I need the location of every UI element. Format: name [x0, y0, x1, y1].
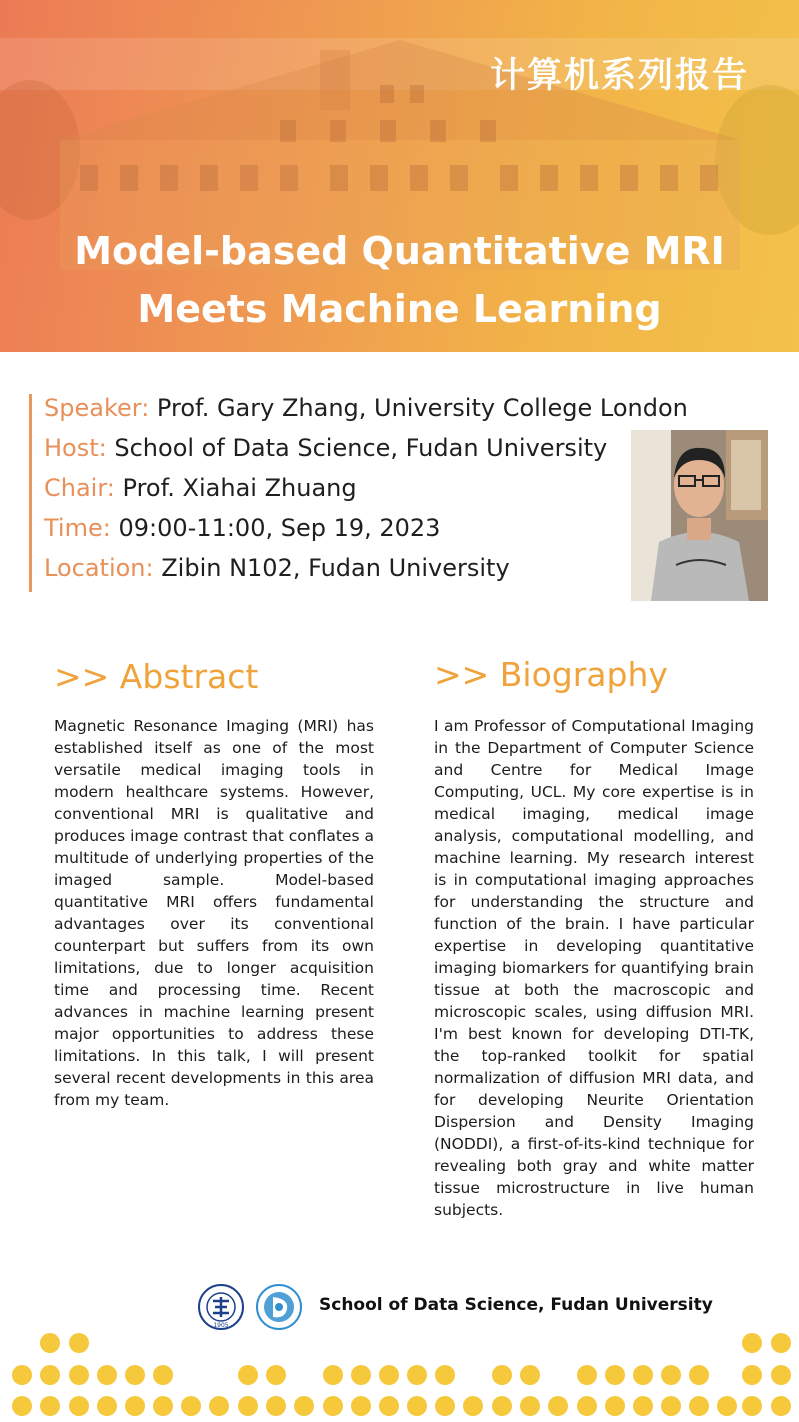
decorative-dot: [12, 1365, 32, 1385]
decorative-dots: [0, 1325, 799, 1422]
chair-label: Chair:: [44, 474, 115, 502]
location-label: Location:: [44, 554, 154, 582]
chair-row: [44, 474, 357, 502]
decorative-dot: [742, 1333, 762, 1353]
decorative-dot: [69, 1365, 89, 1385]
location-row: [44, 554, 510, 582]
decorative-dot: [689, 1365, 709, 1385]
decorative-dot: [661, 1396, 681, 1416]
time-row: [44, 514, 440, 542]
host-value: School of Data Science, Fudan University: [114, 434, 608, 462]
decorative-dot: [40, 1333, 60, 1353]
decorative-dot: [40, 1396, 60, 1416]
decorative-dot: [633, 1396, 653, 1416]
decorative-dot: [633, 1365, 653, 1385]
decorative-dot: [294, 1396, 314, 1416]
decorative-dot: [605, 1396, 625, 1416]
decorative-dot: [577, 1396, 597, 1416]
decorative-dot: [379, 1365, 399, 1385]
decorative-dot: [69, 1333, 89, 1353]
decorative-dot: [69, 1396, 89, 1416]
speaker-label: Speaker:: [44, 394, 150, 422]
decorative-dot: [323, 1365, 343, 1385]
decorative-dot: [520, 1396, 540, 1416]
footer-organization: School of Data Science, Fudan University: [319, 1295, 713, 1315]
time-value: 09:00-11:00, Sep 19, 2023: [118, 514, 441, 542]
decorative-dot: [742, 1396, 762, 1416]
decorative-dot: [577, 1365, 597, 1385]
talk-title-line-1: Model-based Quantitative MRI: [74, 229, 725, 273]
speaker-photo: [631, 430, 768, 601]
biography-heading: >> Biography: [434, 655, 668, 694]
decorative-dot: [661, 1365, 681, 1385]
decorative-dot: [238, 1365, 258, 1385]
fudan-logo-year: 1905: [213, 1322, 229, 1329]
decorative-dot: [97, 1365, 117, 1385]
decorative-dot: [407, 1365, 427, 1385]
decorative-dot: [379, 1396, 399, 1416]
abstract-heading: >> Abstract: [54, 657, 259, 696]
abstract-text: Magnetic Resonance Imaging (MRI) has established itself as one of the most versatile medical imaging tools in modern healthcare systems. However, conventional MRI is qualitative and produces image contrast that conflates a multitude of underlying properties of the imaged sample. Model-based quantitative MRI offers fundamental advantages over its conventional counterpart but suffers from its own limitations, due to longer acquisition time and processing time. Recent advances in machine learning present major opportunities to address these limitations. In this talk, I will present several recent developments in this area from my team.: [54, 717, 374, 1109]
series-title: 计算机系列报告: [489, 56, 749, 96]
speaker-portrait-illustration: [631, 430, 768, 601]
host-row: [44, 434, 607, 462]
data-science-school-logo: [257, 1285, 301, 1329]
talk-title-line-2: Meets Machine Learning: [137, 287, 662, 331]
hero-banner: [0, 0, 799, 352]
decorative-dot: [323, 1396, 343, 1416]
decorative-dot: [435, 1365, 455, 1385]
decorative-dot: [407, 1396, 427, 1416]
decorative-dot: [40, 1365, 60, 1385]
talk-info-block: [29, 394, 722, 592]
decorative-dot: [238, 1396, 258, 1416]
decorative-dot: [153, 1396, 173, 1416]
speaker-row: [44, 394, 688, 422]
decorative-dot: [153, 1365, 173, 1385]
decorative-dot: [605, 1365, 625, 1385]
decorative-dot: [771, 1365, 791, 1385]
decorative-dot: [492, 1396, 512, 1416]
decorative-dot: [97, 1396, 117, 1416]
decorative-dot: [689, 1396, 709, 1416]
decorative-dot: [125, 1365, 145, 1385]
decorative-dot: [351, 1365, 371, 1385]
decorative-dot: [463, 1396, 483, 1416]
biography-text: I am Professor of Computational Imaging in the Department of Computer Science and Centre for Medical Image Computing, UCL. My core expertise is in medical imaging, medical image analysis, computational modelling, and machine learning. My research interest is in computational imaging approaches for understanding the structure and function of the brain. I have particular expertise in developing quantitative imaging biomarkers for quantifying brain tissue at both the macroscopic and microscopic scales, using diffusion MRI. I'm best known for developing DTI-TK, the top-ranked toolkit for spatial normalization of diffusion MRI data, and for developing Neurite Orientation Dispersion and Density Imaging (NODDI), a first-of-its-kind technique for revealing both gray and white matter tissue microstructure in live human subjects.: [434, 717, 754, 1219]
decorative-dot: [771, 1396, 791, 1416]
decorative-dot: [548, 1396, 568, 1416]
decorative-dot: [492, 1365, 512, 1385]
decorative-dot: [520, 1365, 540, 1385]
decorative-dot: [351, 1396, 371, 1416]
decorative-dot: [266, 1396, 286, 1416]
decorative-dot: [209, 1396, 229, 1416]
fudan-university-logo: [199, 1285, 243, 1329]
time-label: Time:: [44, 514, 111, 542]
chair-value: Prof. Xiahai Zhuang: [122, 474, 357, 502]
decorative-dot: [771, 1333, 791, 1353]
decorative-dot: [435, 1396, 455, 1416]
decorative-dot: [125, 1396, 145, 1416]
location-value: Zibin N102, Fudan University: [161, 554, 510, 582]
decorative-dot: [181, 1396, 201, 1416]
host-label: Host:: [44, 434, 107, 462]
decorative-dot: [12, 1396, 32, 1416]
talk-title: [0, 222, 799, 338]
decorative-dot: [742, 1365, 762, 1385]
decorative-dot: [717, 1396, 737, 1416]
speaker-value: Prof. Gary Zhang, University College London: [156, 394, 688, 422]
decorative-dot: [266, 1365, 286, 1385]
